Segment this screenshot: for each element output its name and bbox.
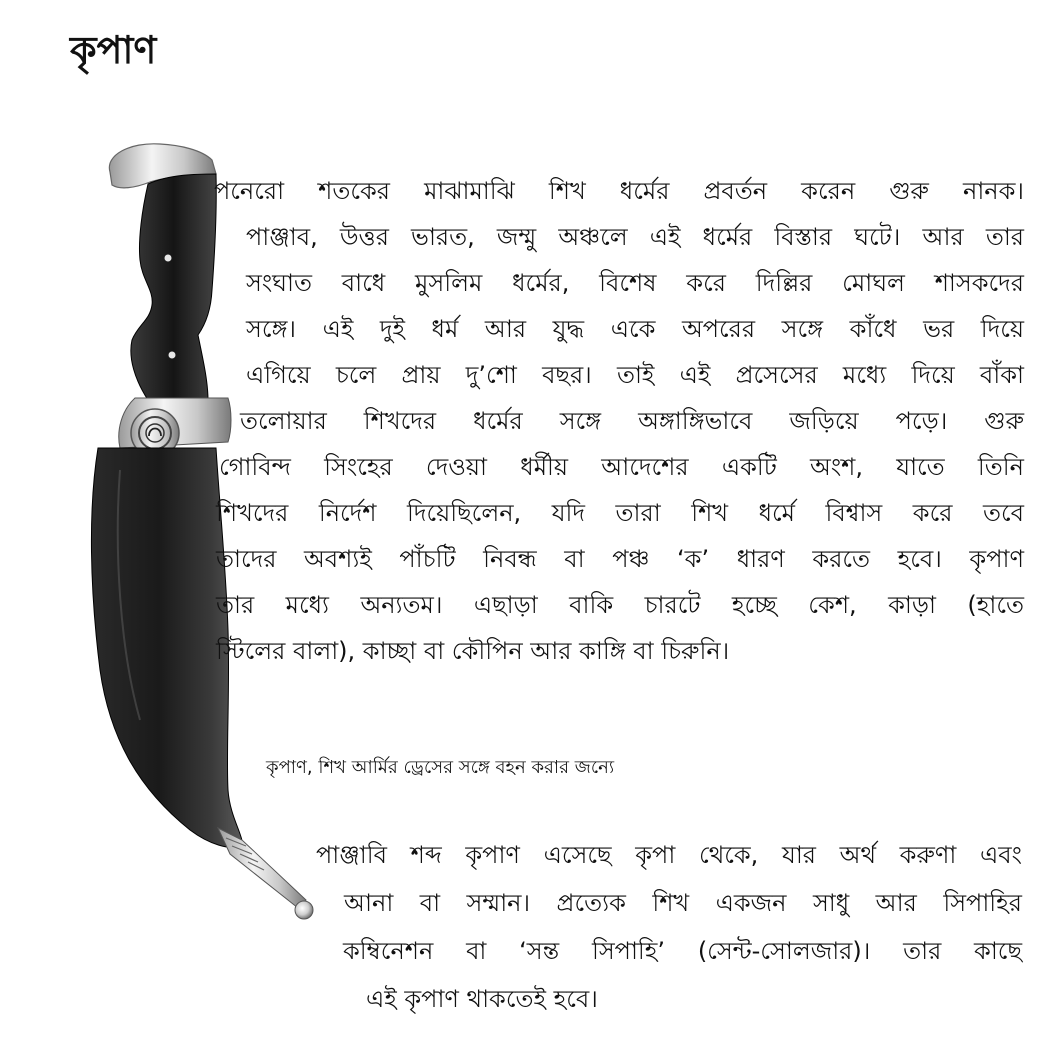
page-title: কৃপাণ [70, 28, 157, 72]
figure-caption: কৃপাণ, শিখ আর্মির ড্রেসের সঙ্গে বহন করার জন্যে [266, 757, 615, 778]
paragraph1-line: শিখদের নির্দেশ দিয়েছিলেন, যদি তারা শিখ ধর্মে বিশ্বাস করে তবে [216, 499, 1024, 527]
paragraph1-line: এগিয়ে চলে প্রায় দু’শো বছর। তাই এই প্রসেসের মধ্যে দিয়ে বাঁকা [246, 361, 1024, 389]
paragraph2-line: আনা বা সম্মান। প্রত্যেক শিখ একজন সাধু আর সিপাহির [344, 889, 1022, 917]
paragraph1-line: স্টিলের বালা), কাচ্ছা বা কৌপিন আর কাঙ্গি বা চিরুনি। [216, 637, 730, 665]
paragraph1-line: সঙ্গে। এই দুই ধর্ম আর যুদ্ধ একে অপরের সঙ্গে কাঁধে ভর দিয়ে [246, 315, 1024, 343]
paragraph1-line: তাদের অবশ্যই পাঁচটি নিবন্ধ বা পঞ্চ ‘ক’ ধারণ করতে হবে। কৃপাণ [216, 545, 1024, 573]
paragraph2-line: পাঞ্জাবি শব্দ কৃপাণ এসেছে কৃপা থেকে, যার অর্থ করুণা এবং [316, 841, 1022, 869]
paragraph1-line: সংঘাত বাধে মুসলিম ধর্মের, বিশেষ করে দিল্লির মোঘল শাসকদের [246, 269, 1024, 297]
paragraph1-line: তলোয়ার শিখদের ধর্মের সঙ্গে অঙ্গাঙ্গিভাবে জড়িয়ে পড়ে। গুরু [240, 407, 1024, 435]
paragraph1-line: তার মধ্যে অন্যতম। এছাড়া বাকি চারটে হচ্ছে কেশ, কাড়া (হাতে [216, 591, 1024, 619]
rivet-top [165, 255, 172, 262]
handle [131, 174, 216, 400]
paragraph1-line: পনেরো শতকের মাঝামাঝি শিখ ধর্মের প্রবর্তন করেন গুরু নানক। [214, 177, 1024, 205]
paragraph2-line: এই কৃপাণ থাকতেই হবে। [366, 985, 598, 1013]
rivet-bottom [169, 352, 176, 359]
paragraph2-line: কম্বিনেশন বা ‘সন্ত সিপাহি’ (সেন্ট-সোলজার)। তার কাছে [343, 937, 1022, 965]
paragraph1-line: গোবিন্দ সিংহের দেওয়া ধর্মীয় আদেশের একটি অংশ, যাতে তিনি [219, 453, 1024, 481]
tip-knob [295, 901, 313, 919]
chape [218, 828, 313, 919]
paragraph1-line: পাঞ্জাব, উত্তর ভারত, জম্মু অঞ্চলে এই ধর্মের বিস্তার ঘটে। আর তার [246, 223, 1024, 251]
